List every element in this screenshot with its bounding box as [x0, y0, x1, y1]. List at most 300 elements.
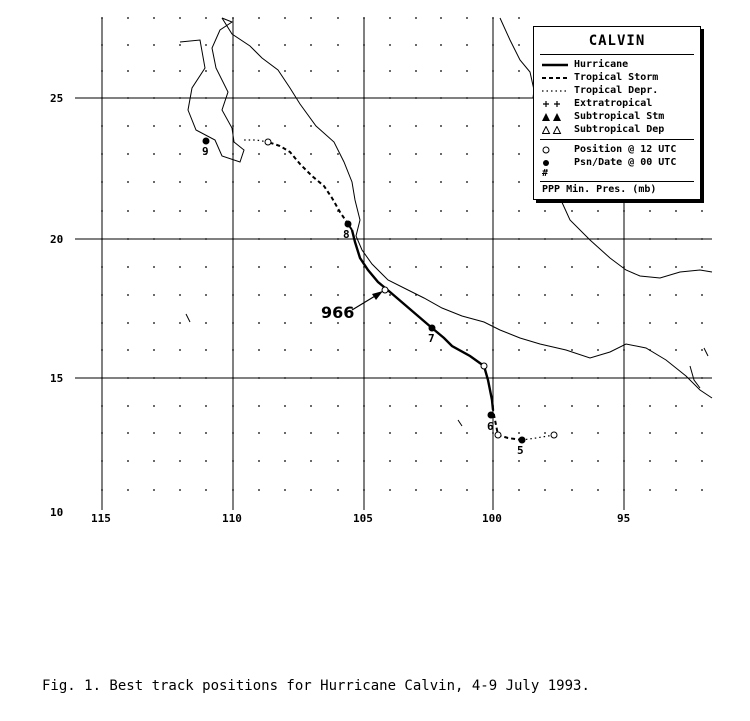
- grid-dot: [597, 266, 599, 268]
- grid-dot: [153, 238, 155, 240]
- grid-dot: [127, 97, 129, 99]
- grid-dot: [492, 322, 494, 324]
- grid-dot: [571, 405, 573, 407]
- grid-dot: [153, 44, 155, 46]
- grid-dot: [597, 460, 599, 462]
- grid-dot: [440, 44, 442, 46]
- grid-dot: [310, 405, 312, 407]
- grid-dot: [623, 405, 625, 407]
- grid-dot: [205, 181, 207, 183]
- grid-dot: [518, 322, 520, 324]
- grid-dot: [649, 238, 651, 240]
- grid-dot: [179, 460, 181, 462]
- grid-dot: [701, 377, 703, 379]
- grid-dot: [597, 210, 599, 212]
- grid-dot: [337, 460, 339, 462]
- grid-dot: [544, 489, 546, 491]
- grid-dot: [649, 432, 651, 434]
- grid-dot: [179, 405, 181, 407]
- grid-dot: [492, 489, 494, 491]
- grid-dot: [101, 266, 103, 268]
- grid-dot: [623, 489, 625, 491]
- grid-dot: [415, 44, 417, 46]
- grid-dot: [466, 432, 468, 434]
- grid-dot: [492, 125, 494, 127]
- legend-title: CALVIN: [588, 33, 646, 49]
- position-00utc-marker: [519, 437, 525, 443]
- grid-dot: [179, 97, 181, 99]
- legend-divider: [540, 54, 694, 55]
- grid-dot: [415, 460, 417, 462]
- grid-dot: [179, 181, 181, 183]
- grid-dot: [389, 405, 391, 407]
- grid-dot: [597, 322, 599, 324]
- grid-dot: [101, 432, 103, 434]
- plus-icon: [542, 100, 574, 108]
- lon-label-110: 110: [222, 512, 242, 525]
- grid-dot: [284, 238, 286, 240]
- grid-dot: [363, 97, 365, 99]
- grid-dot: [623, 377, 625, 379]
- grid-dot: [389, 294, 391, 296]
- grid-dot: [232, 432, 234, 434]
- grid-dot: [337, 377, 339, 379]
- grid-dot: [675, 377, 677, 379]
- grid-dot: [623, 432, 625, 434]
- grid-dot: [649, 377, 651, 379]
- grid-dot: [284, 405, 286, 407]
- grid-dot: [544, 377, 546, 379]
- tropical-depression-segment-end: [244, 140, 268, 142]
- grid-dot: [649, 489, 651, 491]
- grid-dot: [363, 210, 365, 212]
- grid-dot: [337, 322, 339, 324]
- filled-triangle-icon: [542, 113, 574, 121]
- grid-dot: [466, 181, 468, 183]
- grid-dot: [623, 322, 625, 324]
- grid-dot: [284, 489, 286, 491]
- grid-dot: [153, 432, 155, 434]
- grid-dot: [492, 349, 494, 351]
- grid-dot: [544, 460, 546, 462]
- grid-dot: [518, 405, 520, 407]
- grid-dot: [232, 322, 234, 324]
- grid-dot: [101, 70, 103, 72]
- grid-dot: [701, 489, 703, 491]
- grid-dot: [232, 44, 234, 46]
- grid-dot: [623, 294, 625, 296]
- grid-dot: [127, 349, 129, 351]
- grid-dot: [258, 432, 260, 434]
- grid-dot: [232, 377, 234, 379]
- grid-dot: [440, 294, 442, 296]
- grid-dot: [363, 181, 365, 183]
- grid-dot: [649, 266, 651, 268]
- grid-dot: [232, 181, 234, 183]
- grid-dot: [544, 322, 546, 324]
- position-12utc-marker: [382, 287, 388, 293]
- grid-dot: [389, 44, 391, 46]
- grid-dot: [310, 432, 312, 434]
- grid-dot: [258, 125, 260, 127]
- grid-dot: [363, 377, 365, 379]
- grid-dot: [101, 460, 103, 462]
- grid-dot: [258, 349, 260, 351]
- grid-dot: [440, 349, 442, 351]
- filled-circle-icon: [542, 159, 574, 167]
- grid-dot: [492, 153, 494, 155]
- grid-dot: [492, 97, 494, 99]
- grid-dot: [310, 460, 312, 462]
- grid-dot: [389, 377, 391, 379]
- grid-dot: [440, 181, 442, 183]
- grid-dot: [205, 460, 207, 462]
- position-12utc-marker: [551, 432, 557, 438]
- legend-item-extratropical: Extratropical: [542, 98, 652, 111]
- grid-dot: [492, 44, 494, 46]
- grid-dot: [492, 70, 494, 72]
- legend-item-subtropical-storm: Subtropical Stm: [542, 111, 664, 124]
- date-label-9: 9: [202, 145, 209, 158]
- grid-dot: [518, 17, 520, 19]
- grid-dot: [101, 97, 103, 99]
- grid-dot: [415, 70, 417, 72]
- grid-dot: [544, 349, 546, 351]
- grid-dot: [179, 17, 181, 19]
- grid-dot: [415, 97, 417, 99]
- grid-dot: [492, 460, 494, 462]
- grid-dot: [389, 125, 391, 127]
- grid-dot: [571, 377, 573, 379]
- grid-dot: [153, 17, 155, 19]
- grid-dot: [518, 294, 520, 296]
- position-00utc-marker: [488, 412, 494, 418]
- grid-dot: [675, 349, 677, 351]
- grid-dot: [258, 322, 260, 324]
- lon-label-100: 100: [482, 512, 502, 525]
- longitude-labels: [91, 512, 630, 525]
- grid-dot: [597, 432, 599, 434]
- min-pressure-label: 966: [321, 303, 355, 322]
- grid-dot: [415, 238, 417, 240]
- pressure-arrow: [352, 291, 383, 310]
- grid-dot: [389, 489, 391, 491]
- grid-dot: [337, 489, 339, 491]
- grid-dot: [440, 377, 442, 379]
- grid-dot: [232, 210, 234, 212]
- grid-dot: [101, 489, 103, 491]
- grid-dot: [258, 460, 260, 462]
- grid-dot: [101, 294, 103, 296]
- grid-dot: [440, 153, 442, 155]
- grid-dot: [389, 266, 391, 268]
- grid-dot: [258, 44, 260, 46]
- grid-dot: [101, 44, 103, 46]
- position-00utc-marker: [429, 325, 435, 331]
- grid-dot: [337, 266, 339, 268]
- grid-dot: [415, 322, 417, 324]
- legend-divider: [540, 139, 694, 140]
- legend-item-position-00utc: Psn/Date @ 00 UTC: [542, 157, 676, 170]
- grid-dot: [466, 17, 468, 19]
- grid-dot: [205, 70, 207, 72]
- grid-dot: [153, 294, 155, 296]
- open-triangle-icon: [542, 126, 574, 134]
- grid-dot: [232, 17, 234, 19]
- grid-dot: [205, 489, 207, 491]
- grid-dot: [310, 70, 312, 72]
- grid-dot: [258, 405, 260, 407]
- grid-dot: [205, 238, 207, 240]
- grid-dot: [284, 377, 286, 379]
- grid-dot: [284, 97, 286, 99]
- grid-dot: [337, 238, 339, 240]
- grid-dot: [179, 349, 181, 351]
- grid-dot: [571, 210, 573, 212]
- grid-dot: [232, 97, 234, 99]
- date-label-5: 5: [517, 444, 524, 457]
- grid-dot: [363, 489, 365, 491]
- grid-dot: [310, 322, 312, 324]
- grid-dot: [389, 17, 391, 19]
- grid-dot: [649, 294, 651, 296]
- grid-dot: [518, 210, 520, 212]
- grid-dot: [337, 70, 339, 72]
- grid-dot: [675, 294, 677, 296]
- grid-dot: [232, 405, 234, 407]
- grid-dot: [415, 181, 417, 183]
- grid-dot: [518, 266, 520, 268]
- grid-dot: [101, 17, 103, 19]
- grid-dot: [363, 294, 365, 296]
- grid-dot: [440, 238, 442, 240]
- position-00utc-marker: [203, 138, 209, 144]
- dashed-line-icon: [542, 74, 574, 82]
- grid-dot: [205, 377, 207, 379]
- grid-dot: [310, 125, 312, 127]
- grid-dot: [310, 266, 312, 268]
- grid-dot: [258, 489, 260, 491]
- grid-dot: [571, 238, 573, 240]
- grid-dot: [649, 460, 651, 462]
- grid-dot: [258, 266, 260, 268]
- grid-dot: [258, 238, 260, 240]
- grid-dot: [337, 97, 339, 99]
- grid-dot: [337, 17, 339, 19]
- grid-dot: [440, 460, 442, 462]
- grid-dot: [440, 266, 442, 268]
- grid-dot: [127, 210, 129, 212]
- grid-dot: [675, 460, 677, 462]
- grid-dot: [205, 125, 207, 127]
- grid-dot: [389, 349, 391, 351]
- grid-dot: [232, 489, 234, 491]
- grid-dot: [571, 266, 573, 268]
- grid-dot: [415, 349, 417, 351]
- grid-dot: [310, 181, 312, 183]
- grid-dot: [571, 294, 573, 296]
- grid-dot: [701, 210, 703, 212]
- grid-dot: [153, 377, 155, 379]
- grid-dot: [179, 322, 181, 324]
- grid-dot: [518, 181, 520, 183]
- grid-dot: [284, 266, 286, 268]
- grid-dot: [415, 377, 417, 379]
- grid-dot: [337, 153, 339, 155]
- grid-dot: [389, 238, 391, 240]
- grid-dot: [310, 17, 312, 19]
- grid-dot: [466, 377, 468, 379]
- grid-dot: [258, 210, 260, 212]
- lon-label-105: 105: [353, 512, 373, 525]
- grid-dot: [492, 181, 494, 183]
- grid-dot: [310, 489, 312, 491]
- grid-dot: [466, 70, 468, 72]
- grid-dot: [701, 460, 703, 462]
- grid-dot: [205, 44, 207, 46]
- grid-dot: [363, 322, 365, 324]
- legend-item-hash: #: [542, 168, 549, 179]
- solid-line-icon: [542, 61, 574, 69]
- grid-dot: [127, 489, 129, 491]
- grid-dot: [518, 97, 520, 99]
- grid-dot: [466, 153, 468, 155]
- grid-dot: [466, 405, 468, 407]
- grid-dot: [623, 210, 625, 212]
- grid-dot: [127, 266, 129, 268]
- grid-dot: [258, 377, 260, 379]
- grid-dot: [258, 153, 260, 155]
- grid-dot: [389, 181, 391, 183]
- grid-dot: [492, 377, 494, 379]
- grid-dot: [415, 405, 417, 407]
- grid-dot: [675, 322, 677, 324]
- grid-dot: [101, 377, 103, 379]
- grid-dot: [205, 266, 207, 268]
- grid-dot: [415, 266, 417, 268]
- grid-dot: [310, 97, 312, 99]
- grid-dot: [597, 238, 599, 240]
- position-00utc-marker: [345, 221, 351, 227]
- grid-dot: [232, 238, 234, 240]
- grid-dot: [284, 125, 286, 127]
- grid-dot: [597, 405, 599, 407]
- grid-dot: [518, 349, 520, 351]
- legend-item-tropical-depression: Tropical Depr.: [542, 85, 658, 98]
- grid-dot: [389, 432, 391, 434]
- date-label-8: 8: [343, 228, 350, 241]
- grid-dot: [597, 349, 599, 351]
- grid-dot: [466, 349, 468, 351]
- legend-divider: [540, 181, 694, 182]
- grid-dot: [179, 489, 181, 491]
- date-labels: [202, 145, 524, 457]
- grid-dot: [153, 349, 155, 351]
- grid-dot: [675, 432, 677, 434]
- grid-dot: [101, 125, 103, 127]
- grid-dot: [310, 238, 312, 240]
- grid-dot: [623, 460, 625, 462]
- grid-dot: [205, 432, 207, 434]
- grid-dot: [232, 70, 234, 72]
- grid-dot: [258, 294, 260, 296]
- grid-dot: [232, 125, 234, 127]
- hurricane-segment: [352, 230, 493, 410]
- storm-track: [244, 140, 554, 440]
- grid-dot: [701, 266, 703, 268]
- grid-dot: [284, 460, 286, 462]
- grid-dot: [518, 377, 520, 379]
- lon-label-115: 115: [91, 512, 111, 525]
- grid-dot: [597, 489, 599, 491]
- grid-dot: [466, 238, 468, 240]
- grid-dot: [518, 489, 520, 491]
- grid-dot: [363, 238, 365, 240]
- open-circle-icon: [542, 146, 574, 154]
- grid-dot: [127, 460, 129, 462]
- grid-dot: [153, 322, 155, 324]
- grid-dot: [101, 322, 103, 324]
- grid-dot: [127, 125, 129, 127]
- legend-item-subtropical-depression: Subtropical Dep: [542, 124, 664, 137]
- grid-dot: [363, 44, 365, 46]
- grid-dot: [153, 97, 155, 99]
- grid-dot: [153, 70, 155, 72]
- grid-dot: [544, 238, 546, 240]
- grid-dot: [310, 294, 312, 296]
- grid-dot: [284, 44, 286, 46]
- grid-dot: [440, 125, 442, 127]
- grid-dot: [127, 322, 129, 324]
- grid-dot: [492, 238, 494, 240]
- grid-dot: [363, 70, 365, 72]
- grid-dot: [415, 125, 417, 127]
- tropical-storm-segment-end: [268, 142, 352, 230]
- grid-dot: [649, 322, 651, 324]
- track-markers: [203, 138, 557, 443]
- grid-dot: [675, 210, 677, 212]
- grid-dot: [127, 153, 129, 155]
- grid-dot: [127, 405, 129, 407]
- grid-dot: [337, 181, 339, 183]
- grid-dot: [310, 44, 312, 46]
- grid-dot: [258, 181, 260, 183]
- grid-dot: [571, 432, 573, 434]
- grid-dot: [544, 432, 546, 434]
- grid-dot: [310, 377, 312, 379]
- grid-dot: [466, 44, 468, 46]
- lat-label-20: 20: [50, 233, 64, 246]
- grid-dot: [440, 432, 442, 434]
- grid-dot: [363, 17, 365, 19]
- grid-dot: [389, 153, 391, 155]
- grid-dot: [544, 210, 546, 212]
- lat-label-25: 25: [50, 92, 64, 105]
- grid-dot: [284, 210, 286, 212]
- grid-dot: [440, 322, 442, 324]
- grid-dot: [701, 322, 703, 324]
- grid-dot: [284, 181, 286, 183]
- grid-dot: [415, 153, 417, 155]
- grid-dot: [101, 405, 103, 407]
- grid-dot: [232, 349, 234, 351]
- grid-dot: [466, 322, 468, 324]
- grid-dot: [440, 210, 442, 212]
- grid-dot: [284, 70, 286, 72]
- grid-dot: [205, 17, 207, 19]
- grid-dot: [571, 460, 573, 462]
- grid-dot: [466, 266, 468, 268]
